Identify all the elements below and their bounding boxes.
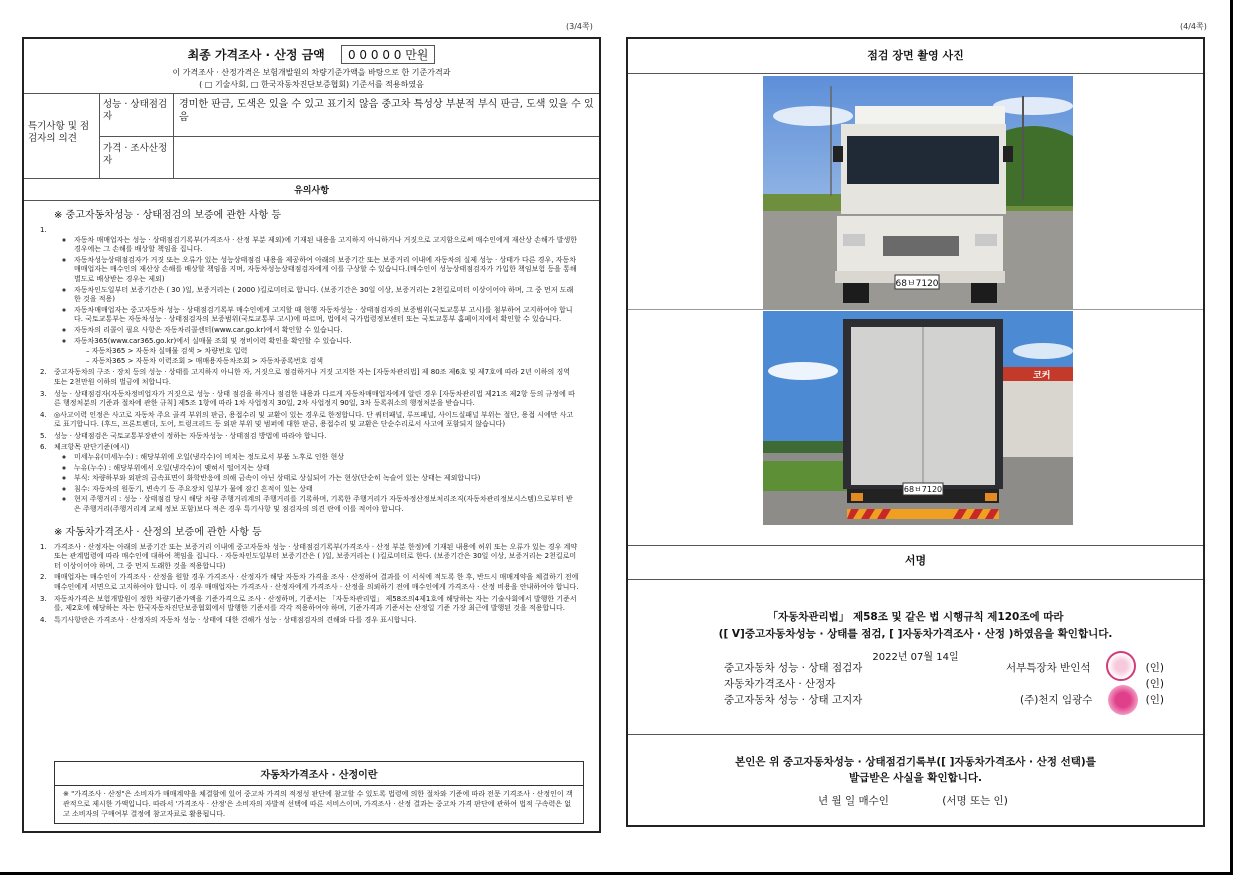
item-num: 4. bbox=[40, 615, 47, 624]
bullet: ◦ 자동차 매매업자는 성능 · 상태점검기록부(가격조사 · 산정 부분 제외)에 기재된 내용을 고지하지 아니하거나 거짓으로 고지함으로써 매수인에게 재산상 손해가 발생한 경우에는 그 손해를 배상할 책임을 집니다. bbox=[74, 236, 579, 255]
section1-title: ※ 중고자동차성능 · 상태점검의 보증에 관한 사항 등 bbox=[54, 210, 282, 221]
signature-row bbox=[724, 660, 1164, 676]
item-1-bullets bbox=[40, 236, 579, 347]
inspector-opinion: 경미한 판금, 도색은 있을 수 있고 표기치 않음 중고차 특성상 부분적 부식 판금, 도색 있을 수 있음 bbox=[179, 99, 594, 123]
item-1 bbox=[40, 226, 579, 366]
section2-title: ※ 자동차가격조사 · 산정의 보증에 관한 사항 등 bbox=[54, 526, 262, 538]
item-6 bbox=[40, 443, 579, 514]
buyer-sign-mark: (서명 또는 인) bbox=[942, 795, 1008, 807]
item-5 bbox=[40, 432, 579, 442]
signer-role: 자동차가격조사 · 산정자 bbox=[724, 678, 836, 690]
signer-name: 서부특장차 반인석 bbox=[1006, 662, 1091, 674]
item-num: 6. bbox=[40, 443, 47, 452]
front-photo bbox=[763, 76, 1073, 309]
item-text: 자동차가격은 보험개발원이 정한 차량기준가액을 기준가격으로 조사 · 산정하며, 기준서는 「자동차관리법」 제58조의4제1호에 해당하는 자는 기술사회에서 발행한 기준서를, 제2호에 해당하는 자는 한국자동차진단보증협회에서 발행한 기준서를 각각 적용하여야 하며, 기준가격과 기준서는 산정일 기준 가장 최근에 발행된 것을 적용합니다. bbox=[54, 594, 577, 613]
photo-divider bbox=[628, 309, 1203, 310]
page-3-panel bbox=[22, 37, 601, 833]
box-text: ※ "가격조사 · 산정"은 소비자가 매매계약을 체결함에 있어 중고차 가격의 적정성 판단에 참고할 수 있도록 법령에 의한 절차와 기준에 따라 전문 기격조사 · 산정인이 객관적으로 제시한 가액입니다. 따라서 '가격조사 · 산정'은 소비자의 자발적 선택에 따른 서비스이며, 가격조사 · 산정 결과는 중고차 가격 판단에 관하여 법적 구속력은 없고 소비자의 구매여부 결정에 참고자료로 활용됩니다. bbox=[63, 790, 573, 818]
rear-truck-image bbox=[763, 311, 1073, 525]
item-1-num: 1. bbox=[40, 226, 47, 234]
signature-row bbox=[724, 692, 1164, 708]
item-2 bbox=[40, 368, 579, 387]
item-num: 4. bbox=[40, 410, 47, 419]
signatures bbox=[724, 660, 1164, 708]
item-num: 5. bbox=[40, 431, 47, 440]
bullet: ◦ 자동차인도일부터 보증기간은 ( 30 )일, 보증거리는 ( 2000 )킬로미터로 합니다. (보증기간은 30일 이상, 보증거리는 2천킬로미터 이상이어야 하며, 그 중 먼저 도래한 것을 적용) bbox=[74, 286, 579, 305]
item-num: 1. bbox=[40, 542, 47, 551]
page-number-left: (3/4쪽) bbox=[566, 22, 593, 31]
front-truck-image bbox=[763, 76, 1073, 309]
dash-line: – 자동차365 > 자동차 이력조회 > 매매용자동차조회 > 자동차종록번호 검색 bbox=[86, 356, 324, 365]
sign-section-title: 서명 bbox=[904, 554, 927, 567]
confirm-line-1: 「자동차관리법」 제58조 및 같은 법 시행규칙 제120조에 따라 bbox=[767, 611, 1064, 623]
seal-mark: (인) bbox=[1145, 694, 1164, 706]
item-text: 체크항목 판단기준(예시) bbox=[54, 443, 130, 452]
rear-plate-text: 68ㅂ7120 bbox=[903, 485, 943, 494]
bullet: ◦ 자동차성능상태점검자가 거짓 또는 오류가 있는 성능상태점검 내용을 제공하여 아래의 보증기간 또는 보증거리 이내에 자동차의 실제 성능 · 상태가 다른 경우, 자동차매매업자는 매수인의 재산상 손해를 배상할 책임을 지며, 자동차성능상태점검자에게 이를 구상할 수 있습니다.(매수인이 성능상태점검자가 가입한 책임보험 등을 통해 별도로 배상받는 경우는 제외) bbox=[74, 256, 579, 285]
seal-mark: (인) bbox=[1145, 662, 1164, 674]
buyer-rule bbox=[628, 734, 1203, 735]
s2-item-2 bbox=[40, 573, 579, 592]
item-4 bbox=[40, 411, 579, 430]
price-amount: 0 0 0 0 0 만원 bbox=[341, 45, 435, 64]
bullet: ◦ 현저 주행거리 : 성능 · 상태점검 당시 해당 차량 주행거리계의 주행거리를 기록하며, 기록한 주행거리가 자동차정산정보처리조직(자동차관리정보시스템)으로부터 받은 주행거리(주행거리계 교체 정보 포함)보다 적은 경우 특기사항 및 점검자의 의견 란에 이를 적어야 합니다. bbox=[74, 495, 579, 514]
bullet: ◦ 자동차365(www.car365.go.kr)에서 실매물 조회 및 정비이력 확인을 확인할 수 있습니다. bbox=[74, 337, 579, 347]
item-6-bullets bbox=[40, 453, 579, 515]
signer-role: 중고자동차 성능 · 상태 고지자 bbox=[724, 694, 863, 706]
bullet: ◦ 부식: 차량하부와 외판의 금속표면이 화학반응에 의해 금속이 아닌 상태로 상실되어 가는 현상(단순히 녹슬어 있는 상태는 제외합니다) bbox=[74, 474, 579, 484]
pricer-label: 가격 · 조사산정자 bbox=[100, 137, 174, 178]
item-text: ◎사고이력 인정은 사고로 자동차 주요 골격 부위의 판금, 용접수리 및 교환이 있는 경우로 한정합니다. 단 쿼터패널, 루프패널, 사이드실패널 부위는 절단, 용접 시에만 사고로 표기합니다. (후드, 프론트펜더, 도어, 트렁크리드 등 외판 부위 및 범퍼에 대한 판금, 용접수리 및 교환은 단순수리로서 사고에 포함되지 않습니다) bbox=[54, 410, 574, 429]
signer-name: (주)천지 임광수 bbox=[1020, 694, 1093, 706]
confirm-line-2: ([ V]중고자동차성능 · 상태를 점검, [ ]자동차가격조사 · 산정 )하였음을 확인합니다. bbox=[718, 628, 1113, 640]
item-3 bbox=[40, 390, 579, 409]
s2-item-1 bbox=[40, 543, 579, 572]
price-basis-1: 이 가격조사 · 산정가격은 보험개발원의 차량기준가액을 바탕으로 한 기준가격과 bbox=[172, 68, 451, 77]
buyer-line-1: 본인은 위 중고자동차성능 · 상태점검기록부([ ]자동차가격조사 · 산정 선택)를 bbox=[735, 756, 1096, 768]
building-sign-text: 코커 bbox=[1033, 371, 1051, 381]
notifier-seal-stamp bbox=[1108, 685, 1138, 715]
inspector-label: 성능 · 상태점검자 bbox=[100, 94, 174, 136]
item-num: 3. bbox=[40, 594, 47, 603]
price-header bbox=[24, 39, 599, 94]
item-text: 특기사항란은 가격조사 · 산정자의 자동차 성능 · 상태에 대한 견해가 성능 · 상태점검자의 견해와 다를 경우 표시합니다. bbox=[54, 615, 417, 624]
dash-line: – 자동차365 > 자동차 실매물 검색 > 차량번호 입력 bbox=[86, 347, 248, 356]
item-text: 매매업자는 매수인이 가격조사 · 산정을 원할 경우 가격조사 · 산정자가 해당 자동차 가격을 조사 · 산정하여 결과를 이 서식에 적도록 한 후, 반드시 매매계약을 체결하기 전에 매수인에게 서면으로 고지하여야 합니다. 이 경우 매매업자는 가격조사 · 산정자에게 가격조사 · 산정을 의뢰하기 전에 매수인에게 가격조사 · 산정 비용을 안내하여야 합니다. bbox=[54, 573, 579, 591]
price-basis-2: ( □ 기술사회, □ 한국자동차진단보증협회) 기준서를 적용하였음 bbox=[199, 80, 424, 89]
seal-mark: (인) bbox=[1145, 678, 1164, 690]
pricer-opinion bbox=[174, 137, 599, 178]
front-plate-text: 68ㅂ7120 bbox=[895, 279, 939, 289]
sign-date: 2022년 07월 14일 bbox=[872, 652, 959, 663]
bullet: ◦ 침수: 자동차의 원동기, 변속기 등 주요장치 일부가 물에 잠긴 흔적이 있는 상태 bbox=[74, 485, 579, 495]
special-row-pricer bbox=[100, 137, 599, 178]
item-text: 성능 · 상태점검자(자동차정비업자가 거짓으로 성능 · 상태 점검을 하거나 점검한 내용과 다르게 자동차매매업자에게 알린 경우 [자동차관리법 제21조 제2항 등의 규정에 따른 행정처분의 기준과 절차에 관한 규칙] 제5조 1항에 따라 1차 사업정지 30일, 2차 사업정지 90일, 3차 등록취소의 행정처분을 받습니다. bbox=[54, 389, 575, 408]
buyer-sign-label: 년 월 일 매수인 bbox=[818, 795, 889, 807]
bullet: ◦ 누유(누수) : 해당부위에서 오일(냉각수)이 맺혀서 떨어지는 상태 bbox=[74, 464, 579, 474]
item-num: 2. bbox=[40, 368, 47, 377]
page-number-right: (4/4쪽) bbox=[1180, 22, 1207, 31]
special-notes-section bbox=[24, 94, 599, 179]
photo-section-title: 점검 장면 촬영 사진 bbox=[628, 39, 1203, 74]
buyer-sign-row bbox=[818, 793, 1008, 808]
item-text: 성능 · 상태점검은 국토교통부장관이 정하는 자동차성능 · 상태점검 방법에 따라야 합니다. bbox=[54, 431, 327, 440]
signer-role: 중고자동차 성능 · 상태 점검자 bbox=[724, 662, 863, 674]
s2-item-3 bbox=[40, 595, 579, 614]
buyer-line-2: 발급받은 사실을 확인합니다. bbox=[848, 772, 982, 784]
box-title: 자동차가격조사 · 산정이란 bbox=[55, 762, 583, 786]
bullet: ◦ 자동차매매업자는 중고자동차 성능 · 상태점검기록부 매수인에게 고지할 때 현행 자동차성능 · 상태점검자의 보증범위(국토교통부 고시)를 첨부하여 고지하여야 합니다. 국토교통부는 자동차성능 · 상태점검자의 보증범위(국토교통부 고시)에 따르며, 법에서 국가법령정보센터 또는 국토교통부 홈페이지에서 확인할 수 있습니다. bbox=[74, 306, 579, 325]
s2-item-4 bbox=[40, 616, 579, 626]
sign-mid-rule bbox=[628, 579, 1203, 580]
bullet: ◦ 자동차의 리콜이 필요 사항은 자동차리콜센터(www.car.go.kr)에서 확인할 수 있습니다. bbox=[74, 326, 579, 336]
page-4-panel bbox=[626, 37, 1205, 827]
item-num: 3. bbox=[40, 389, 47, 398]
rear-photo bbox=[763, 311, 1073, 525]
special-notes-label: 특기사항 및 점검자의 의견 bbox=[24, 94, 100, 178]
signature-row bbox=[724, 676, 1164, 692]
notice-heading: 유의사항 bbox=[24, 179, 599, 201]
price-title: 최종 가격조사 · 산정 금액 bbox=[187, 48, 325, 62]
section1-list bbox=[24, 226, 599, 515]
price-title-row bbox=[24, 45, 599, 64]
item-text: 중고자동차의 구조 · 장치 등의 성능 · 상태를 고지하지 아니한 자, 거짓으로 점검하거나 거짓 고지한 자는 [자동차관리법] 제 80조 제6호 및 제7호에 따라 2년 이하의 징역 또는 2천만원 이하의 벌금에 처합니다. bbox=[54, 368, 571, 386]
inspector-seal-stamp bbox=[1106, 651, 1136, 681]
special-row-inspector bbox=[100, 94, 599, 137]
item-text: 가격조사 · 산정자는 아래의 보증기간 또는 보증거리 이내에 중고자동차 성능 · 상태점검기록부(가격조사 · 산정 부분 한정)에 기재된 내용에 허위 또는 오류가 있는 경우 계약 또는 관계법령에 따라 매수인에 대하여 책임을 집니다. · 자동차인도일부터 보증기간은 ( )일, 보증거리는 ( )킬로미터로 한다. (보증기간은 30일 이상, 보증거리는 2천킬로미터 이상이어야 하며, 그 중 먼저 도래한 것을 적용합니다) bbox=[54, 542, 578, 570]
price-definition-box bbox=[54, 761, 584, 824]
bullet: ◦ 미세누유(미세누수) : 해당부위에 오일(냉각수)이 비치는 정도로서 부품 노후로 인한 현상 bbox=[74, 453, 579, 463]
item-num: 2. bbox=[40, 573, 47, 582]
section2-list bbox=[24, 543, 599, 626]
